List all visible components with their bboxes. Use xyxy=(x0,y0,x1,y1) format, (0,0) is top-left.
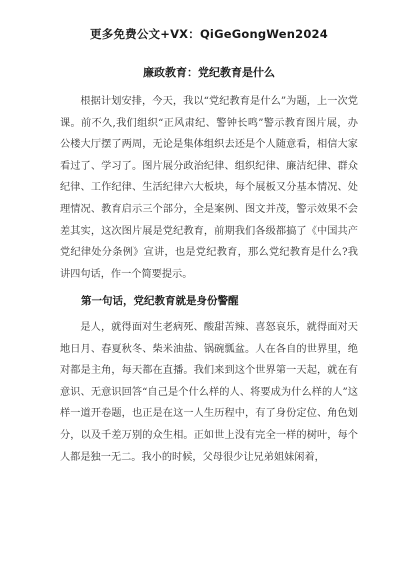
document-title: 廉政教育：党纪教育是什么 xyxy=(143,66,275,79)
body-paragraph: 根据计划安排，今天，我以“党纪教育是什么”为题，上一次党课。前不久,我们组织“正风肃纪、警钟长鸣”警示教育图片展，办公楼大厅摆了两周，无论是集体组织去还是个人随意看，相信大家看过了、学习了。图片展分政治纪律、组织纪律、廉洁纪律、群众纪律、工作纪律、生活纪律六大板块，每个展板又分基本情况、处理情况、教育启示三个部分，全是案例、图文并茂，警示效果不会差其实，这次图片展是党纪教育，前期我们各级都搞了《中国共产党纪律处分条例》宣讲，也是党纪教育，那么党纪教育是什么?我讲四句话，作一个简要提示。 xyxy=(60,96,358,280)
section-paragraph: 是人，就得面对生老病死、酸甜苦辣、喜怒哀乐，就得面对天地日月、春夏秋冬、柴米油盐、锅碗瓢盆。人在各自的世界里，绝对都是主角，每天都在直播。我们来到这个世界第一天起，就在有意识、无意识回答“自己是个什么样的人、将要成为什么样的人”这样一道开卷题，也正是在这一人生历程中，有了身份定位、角色划分，以及千差万别的众生相。正如世上没有完全一样的树叶，每个人都是独一无二。我小的时候，父母很少让兄弟姐妹闲着， xyxy=(60,321,358,463)
page-header: 更多免费公文+VX：QiGeGongWen2024 xyxy=(90,27,328,41)
section-heading: 第一句话，党纪教育就是身份警醒 xyxy=(81,295,239,308)
